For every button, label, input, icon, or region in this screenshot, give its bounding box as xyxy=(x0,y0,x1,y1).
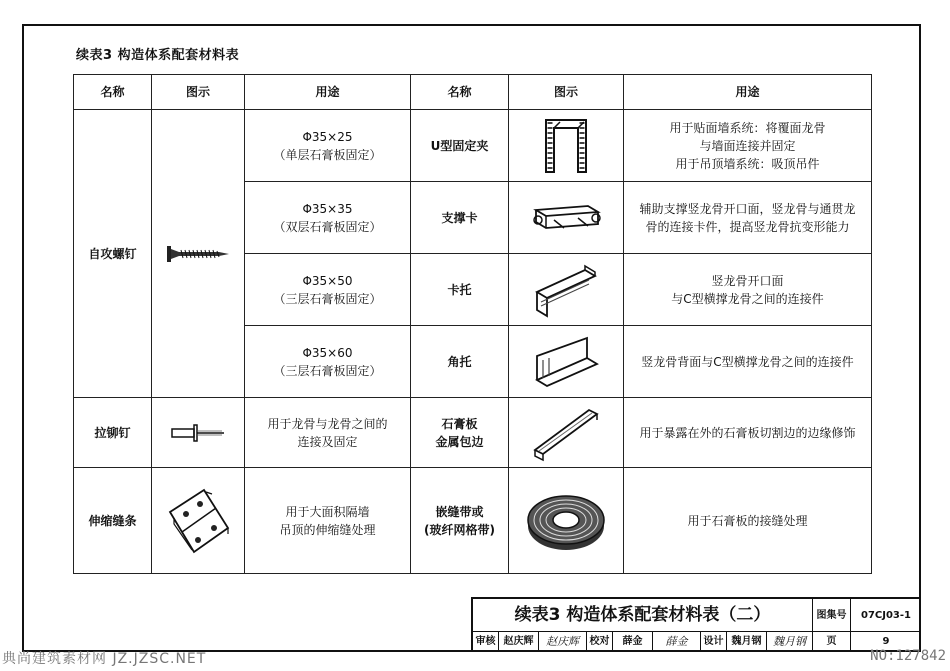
screw-icon xyxy=(165,243,231,265)
table-row xyxy=(74,398,872,468)
edge-trim-icon xyxy=(529,404,603,462)
drawing-title: 续表3 构造体系配套材料表（二） xyxy=(473,599,813,632)
item-use: 用于贴面墙系统：将覆面龙骨 与墙面连接并固定 用于吊顶墙系统：吸顶吊件 xyxy=(624,110,872,182)
header-name-2: 名称 xyxy=(411,75,509,110)
screw-spec: Φ35×35 xyxy=(302,201,353,216)
screw-use-2 xyxy=(245,182,411,254)
joint-strip-use: 用于大面积隔墙 吊顶的伸缩缝处理 xyxy=(245,468,411,574)
table-row xyxy=(74,110,872,182)
joint-tape-use: 用于石膏板的接缝处理 xyxy=(624,468,872,574)
support-card-icon xyxy=(528,198,604,238)
rivet-figure xyxy=(152,398,245,468)
edge-trim-figure xyxy=(509,398,624,468)
materials-table xyxy=(73,74,872,574)
item-use: 竖龙骨开口面 与C型横撑龙骨之间的连接件 xyxy=(624,254,872,326)
corner-bracket-figure xyxy=(509,326,624,398)
joint-strip-figure xyxy=(152,468,245,574)
screw-use-3 xyxy=(245,254,411,326)
screw-name: 自攻螺钉 xyxy=(74,110,152,398)
item-name: 卡托 xyxy=(411,254,509,326)
reviewer-name: 赵庆辉 xyxy=(499,632,539,652)
table-row xyxy=(74,468,872,574)
header-use-1: 用途 xyxy=(245,75,411,110)
checker-signature: 薛金 xyxy=(653,632,701,652)
checker-name: 薛金 xyxy=(613,632,653,652)
u-clip-icon xyxy=(536,114,596,178)
item-name: 角托 xyxy=(411,326,509,398)
item-name: U型固定夹 xyxy=(411,110,509,182)
tape-roll-icon xyxy=(524,486,608,556)
designer-signature: 魏月钢 xyxy=(767,632,813,652)
page-label: 页 xyxy=(813,632,851,652)
title-block xyxy=(471,597,921,652)
bracket-figure xyxy=(509,254,624,326)
header-name-1: 名称 xyxy=(74,75,152,110)
header-use-2: 用途 xyxy=(624,75,872,110)
item-use: 竖龙骨背面与C型横撑龙骨之间的连接件 xyxy=(624,326,872,398)
rivet-name: 拉铆钉 xyxy=(74,398,152,468)
atlas-number: 07CJ03-1 xyxy=(851,599,921,632)
design-label: 设计 xyxy=(701,632,727,652)
watermark-site: 典尚建筑素材网 JZ.JZSC.NET xyxy=(2,651,207,667)
reviewer-signature: 赵庆辉 xyxy=(539,632,587,652)
designer-name: 魏月钢 xyxy=(727,632,767,652)
item-name: 支撑卡 xyxy=(411,182,509,254)
screw-note: （双层石膏板固定） xyxy=(273,219,382,234)
u-clip-figure xyxy=(509,110,624,182)
corner-bracket-icon xyxy=(529,336,603,388)
edge-trim-use: 用于暴露在外的石膏板切割边的边缘修饰 xyxy=(624,398,872,468)
page-number: 9 xyxy=(851,632,921,652)
header-figure-2: 图示 xyxy=(509,75,624,110)
screw-use-1 xyxy=(245,110,411,182)
bracket-icon xyxy=(529,262,603,318)
support-card-figure xyxy=(509,182,624,254)
watermark-number: NO:127842 xyxy=(870,648,946,664)
check-label: 校对 xyxy=(587,632,613,652)
header-row xyxy=(74,75,872,110)
screw-note: （三层石膏板固定） xyxy=(273,291,382,306)
joint-tape-figure xyxy=(509,468,624,574)
joint-strip-icon xyxy=(160,484,236,558)
screw-spec: Φ35×60 xyxy=(302,345,353,360)
rivet-use: 用于龙骨与龙骨之间的 连接及固定 xyxy=(245,398,411,468)
screw-note: （三层石膏板固定） xyxy=(273,363,382,378)
joint-strip-name: 伸缩缝条 xyxy=(74,468,152,574)
atlas-label: 图集号 xyxy=(813,599,851,632)
rivet-icon xyxy=(168,423,228,443)
screw-note: （单层石膏板固定） xyxy=(273,147,382,162)
joint-tape-name: 嵌缝带或 (玻纤网格带) xyxy=(411,468,509,574)
review-label: 审核 xyxy=(473,632,499,652)
edge-trim-name: 石膏板 金属包边 xyxy=(411,398,509,468)
screw-spec: Φ35×25 xyxy=(302,129,353,144)
screw-figure xyxy=(152,110,245,398)
table-caption: 续表3 构造体系配套材料表 xyxy=(76,48,240,63)
screw-spec: Φ35×50 xyxy=(302,273,353,288)
screw-use-4 xyxy=(245,326,411,398)
header-figure-1: 图示 xyxy=(152,75,245,110)
item-use: 辅助支撑竖龙骨开口面，竖龙骨与通贯龙 骨的连接卡件，提高竖龙骨抗变形能力 xyxy=(624,182,872,254)
